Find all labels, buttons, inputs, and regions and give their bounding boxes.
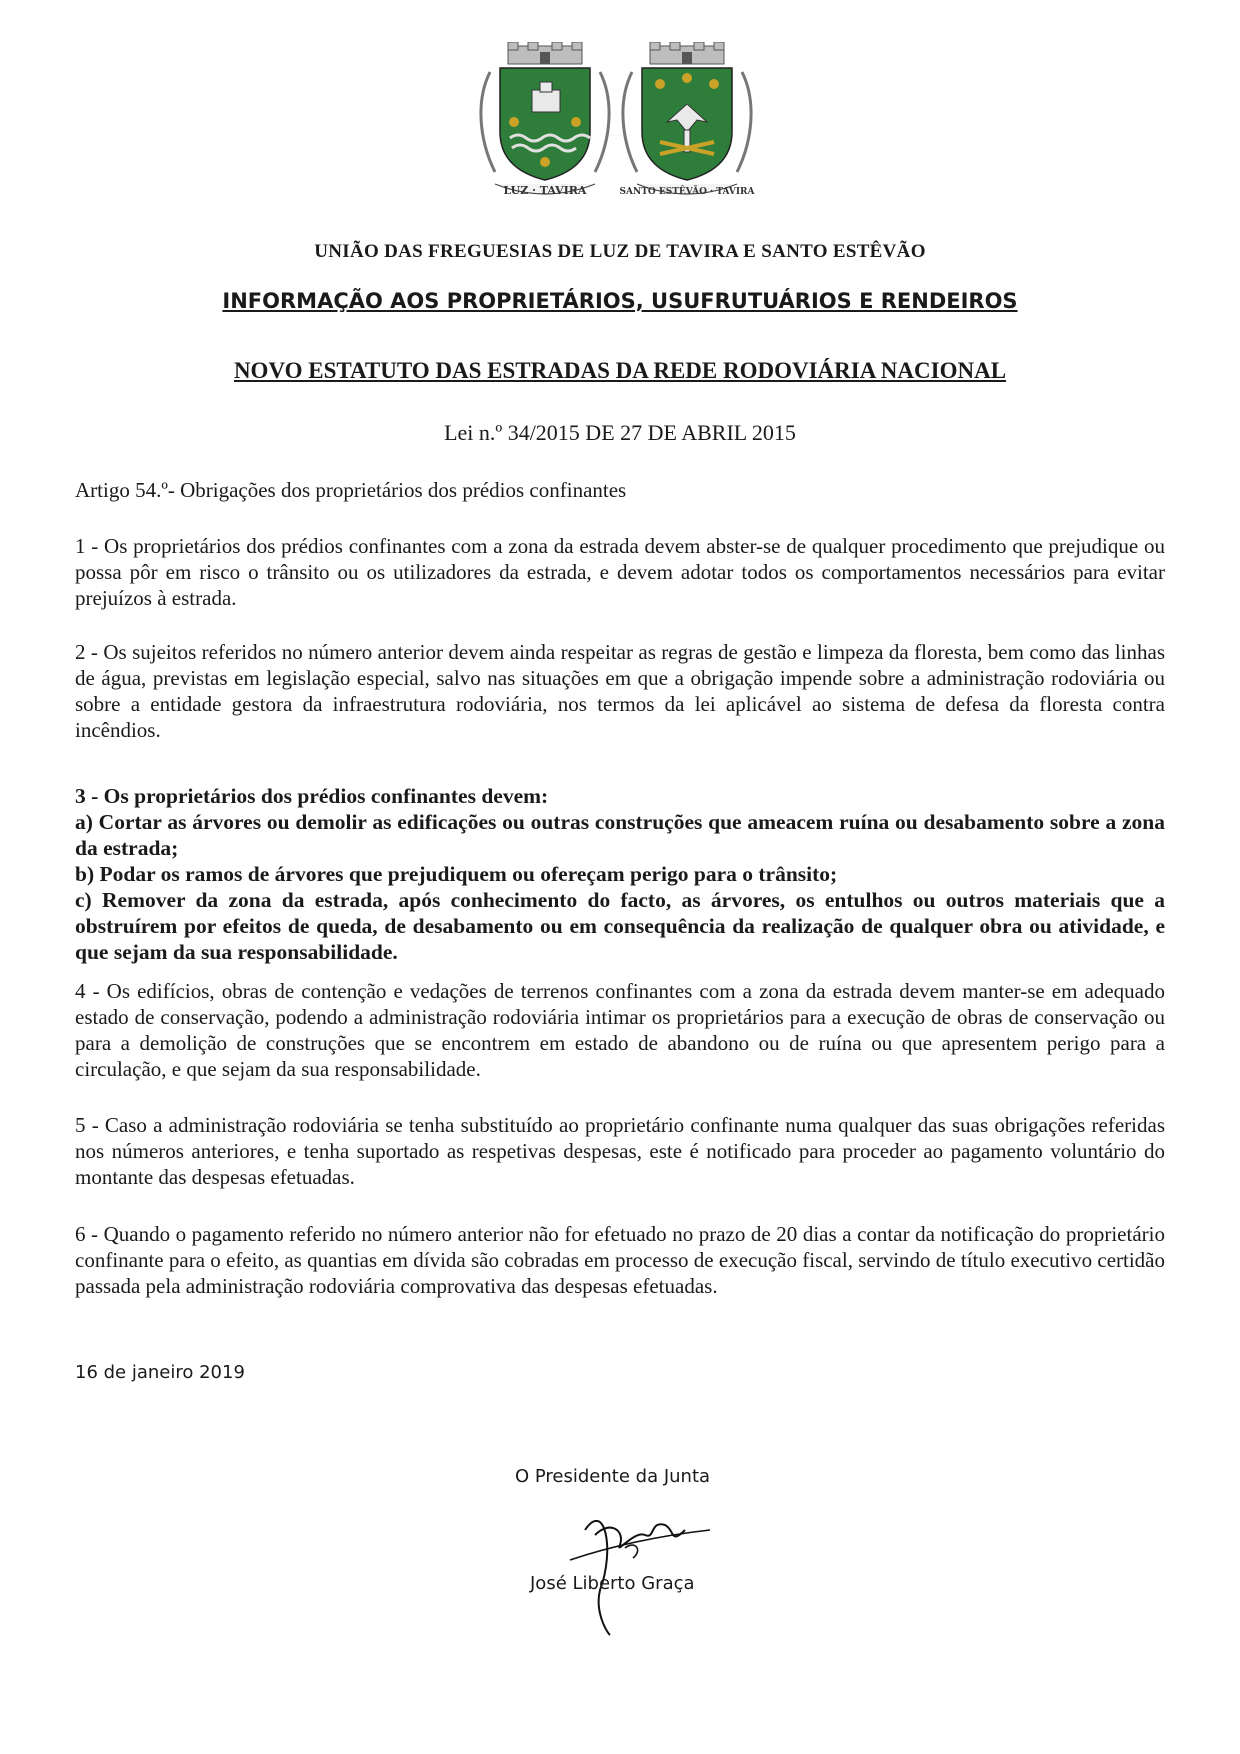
paragraph-3	[75, 783, 1165, 965]
paragraph-2: 2 - Os sujeitos referidos no número anterior devem ainda respeitar as regras de gestão e limpeza da floresta, bem como das linhas de água, previstas em legislação especial, salvo nas situações em que a obrigação impende sobre a administração rodoviária ou sobre a entidade gestora da infraestrutura rodoviária, nos termos da lei aplicável ao sistema de defesa da floresta contra incêndios.	[75, 640, 1165, 742]
paragraph-5: 5 - Caso a administração rodoviária se tenha substituído ao proprietário confinante numa qualquer das suas obrigações referidas nos números anteriores, e tenha suportado as respetivas despesas, este é notificado para proceder ao pagamento voluntário do montante das despesas efetuadas.	[75, 1113, 1165, 1189]
article-heading: Artigo 54.º- Obrigações dos proprietários dos prédios confinantes	[75, 478, 627, 502]
law-reference: Lei n.º 34/2015 DE 27 DE ABRIL 2015	[444, 420, 796, 445]
paragraph-1: 1 - Os proprietários dos prédios confinantes com a zona da estrada devem abster-se de qualquer procedimento que prejudique ou possa pôr em risco o trânsito ou os utilizadores da estrada, e devem adotar todos os comportamentos necessários para evitar prejuízos à estrada.	[75, 534, 1165, 610]
union-title: UNIÃO DAS FREGUESIAS DE LUZ DE TAVIRA E SANTO ESTÊVÃO	[314, 241, 926, 262]
paragraph-3-item-a: a) Cortar as árvores ou demolir as edificações ou outras construções que ameacem ruína ou desabamento sobre a zona da estrada;	[75, 810, 1165, 860]
santo-estevao-crest	[612, 42, 762, 202]
paragraph-4: 4 - Os edifícios, obras de contenção e vedações de terrenos confinantes com a zona da estrada devem manter-se em adequado estado de conservação, podendo a administração rodoviária intimar os proprietários para a execução de obras de conservação ou para a demolição de construções que se encontrem em estado de abandono ou de ruína ou que apresentem perigo para a circulação, e que sejam da sua responsabilidade.	[75, 979, 1165, 1081]
info-title: INFORMAÇÃO AOS PROPRIETÁRIOS, USUFRUTUÁRIOS E RENDEIROS	[222, 289, 1018, 313]
statute-title: NOVO ESTATUTO DAS ESTRADAS DA REDE RODOVIÁRIA NACIONAL	[233, 358, 1007, 383]
president-role: O Presidente da Junta	[515, 1466, 711, 1487]
document-date: 16 de janeiro 2019	[75, 1362, 245, 1383]
paragraph-3-item-b: b) Podar os ramos de árvores que prejudiquem ou ofereçam perigo para o trânsito;	[75, 862, 838, 886]
santo-estevao-crest-scroll-text: SANTO ESTÊVÃO · TAVIRA	[619, 187, 755, 197]
crests-header	[0, 42, 1240, 202]
luz-crest-scroll-text: LUZ · TAVIRA	[503, 184, 587, 197]
santo-estevao-crest-image	[612, 42, 762, 202]
signer-name: José Liberto Graça	[530, 1573, 695, 1594]
handwritten-signature	[565, 1490, 715, 1640]
paragraph-6: 6 - Quando o pagamento referido no número anterior não for efetuado no prazo de 20 dias a contar da notificação do proprietário confinante para o efeito, as quantias em dívida são cobradas em processo de execução fiscal, servindo de título executivo certidão passada pela administração rodoviária comprovativa das despesas efetuadas.	[75, 1222, 1165, 1298]
paragraph-3-intro: 3 - Os proprietários dos prédios confinantes devem:	[75, 784, 549, 808]
luz-tavira-crest	[470, 42, 620, 202]
paragraph-3-item-c: c) Remover da zona da estrada, após conhecimento do facto, as árvores, os entulhos ou outros materiais que a obstruírem por efeitos de queda, de desabamento ou em consequência da realização de qualquer obra ou atividade, e que sejam da sua responsabilidade.	[75, 888, 1165, 964]
luz-tavira-crest-image	[470, 42, 620, 202]
